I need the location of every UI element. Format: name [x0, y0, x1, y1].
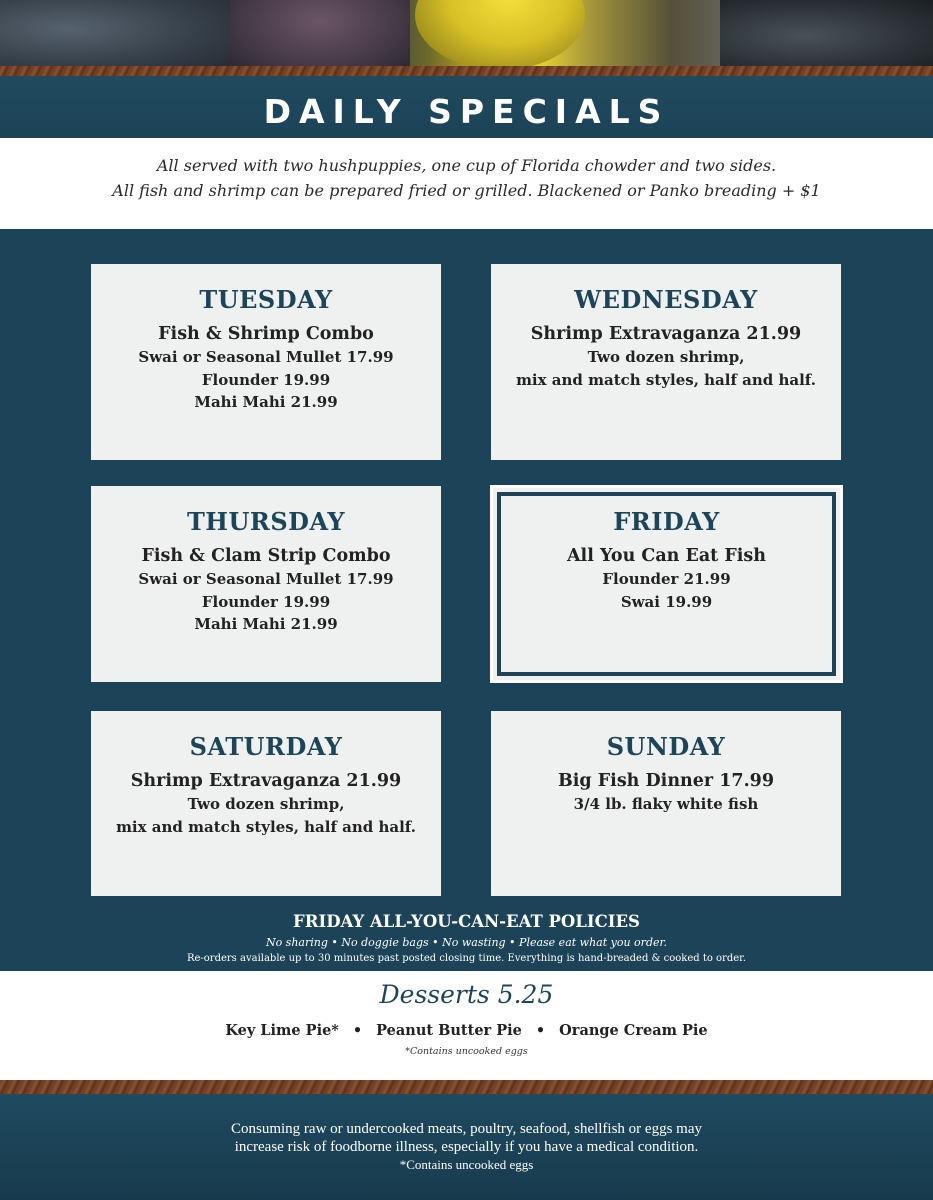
dessert-item: Peanut Butter Pie [376, 1022, 522, 1039]
special-headline: Fish & Shrimp Combo [158, 324, 374, 344]
desserts-list [0, 1022, 933, 1039]
rope-divider [0, 66, 933, 76]
special-line: Swai 19.99 [620, 592, 713, 611]
special-line: mix and match styles, half and half. [116, 817, 416, 836]
special-card-wednesday [491, 264, 841, 460]
policies-title: FRIDAY ALL-YOU-CAN-EAT POLICIES [293, 912, 640, 931]
day-heading: FRIDAY [613, 507, 720, 536]
special-card-tuesday [91, 264, 441, 460]
day-heading: WEDNESDAY [574, 285, 758, 314]
footer-note: *Contains uncooked eggs [399, 1157, 534, 1172]
special-card-thursday [91, 486, 441, 682]
special-line: Two dozen shrimp, [587, 348, 745, 366]
special-card-sunday [491, 711, 841, 896]
special-line: Swai or Seasonal Mullet 17.99 [138, 348, 394, 366]
desserts-title: Desserts 5.25 [379, 980, 554, 1009]
special-line: Flounder 19.99 [201, 370, 331, 389]
day-heading: SATURDAY [189, 732, 343, 761]
special-card-saturday [91, 711, 441, 896]
page-title: DAILY SPECIALS [263, 92, 670, 131]
special-headline: Shrimp Extravaganza 21.99 [130, 771, 402, 791]
special-line: Two dozen shrimp, [187, 795, 345, 813]
policies-note: Re-orders available up to 30 minutes past posted closing time. Everything is hand-breaded & cooked to order. [186, 953, 747, 964]
rock-image [720, 0, 933, 72]
day-heading: TUESDAY [199, 285, 333, 314]
rock-image [0, 0, 230, 72]
special-line: Mahi Mahi 21.99 [194, 615, 338, 633]
desserts-note: *Contains uncooked eggs [405, 1046, 528, 1057]
special-line: Flounder 21.99 [602, 570, 731, 588]
health-warning: increase risk of foodborne illness, especially if you have a medical condition. [234, 1139, 699, 1155]
special-headline: Big Fish Dinner 17.99 [557, 771, 775, 791]
dessert-item: Key Lime Pie* [225, 1022, 339, 1039]
special-headline: Fish & Clam Strip Combo [141, 546, 391, 566]
special-headline: All You Can Eat Fish [566, 546, 766, 566]
special-headline: Shrimp Extravaganza 21.99 [530, 324, 802, 344]
rock-image [230, 0, 410, 72]
bullet-separator: • [535, 1022, 546, 1039]
health-warning: Consuming raw or undercooked meats, poultry, seafood, shellfish or eggs may [230, 1121, 702, 1137]
intro-line: All served with two hushpuppies, one cup of Florida chowder and two sides. [156, 156, 777, 175]
special-card-friday [490, 485, 843, 683]
day-heading: SUNDAY [606, 732, 726, 761]
special-line: mix and match styles, half and half. [516, 370, 816, 389]
day-heading: THURSDAY [186, 507, 346, 536]
rope-divider [0, 1080, 933, 1094]
dessert-item: Orange Cream Pie [559, 1022, 708, 1039]
intro-line: All fish and shrimp can be prepared fried or grilled. Blackened or Panko breading + $1 [112, 181, 821, 200]
special-line: Mahi Mahi 21.99 [194, 393, 338, 411]
special-line: 3/4 lb. flaky white fish [573, 795, 759, 813]
hero-photo [0, 0, 933, 72]
bullet-separator: • [352, 1022, 363, 1039]
special-line: Flounder 19.99 [201, 592, 331, 611]
special-line: Swai or Seasonal Mullet 17.99 [138, 570, 394, 588]
buoy-image [415, 0, 585, 70]
policies-rules: No sharing • No doggie bags • No wasting • Please eat what you order. [265, 936, 668, 949]
